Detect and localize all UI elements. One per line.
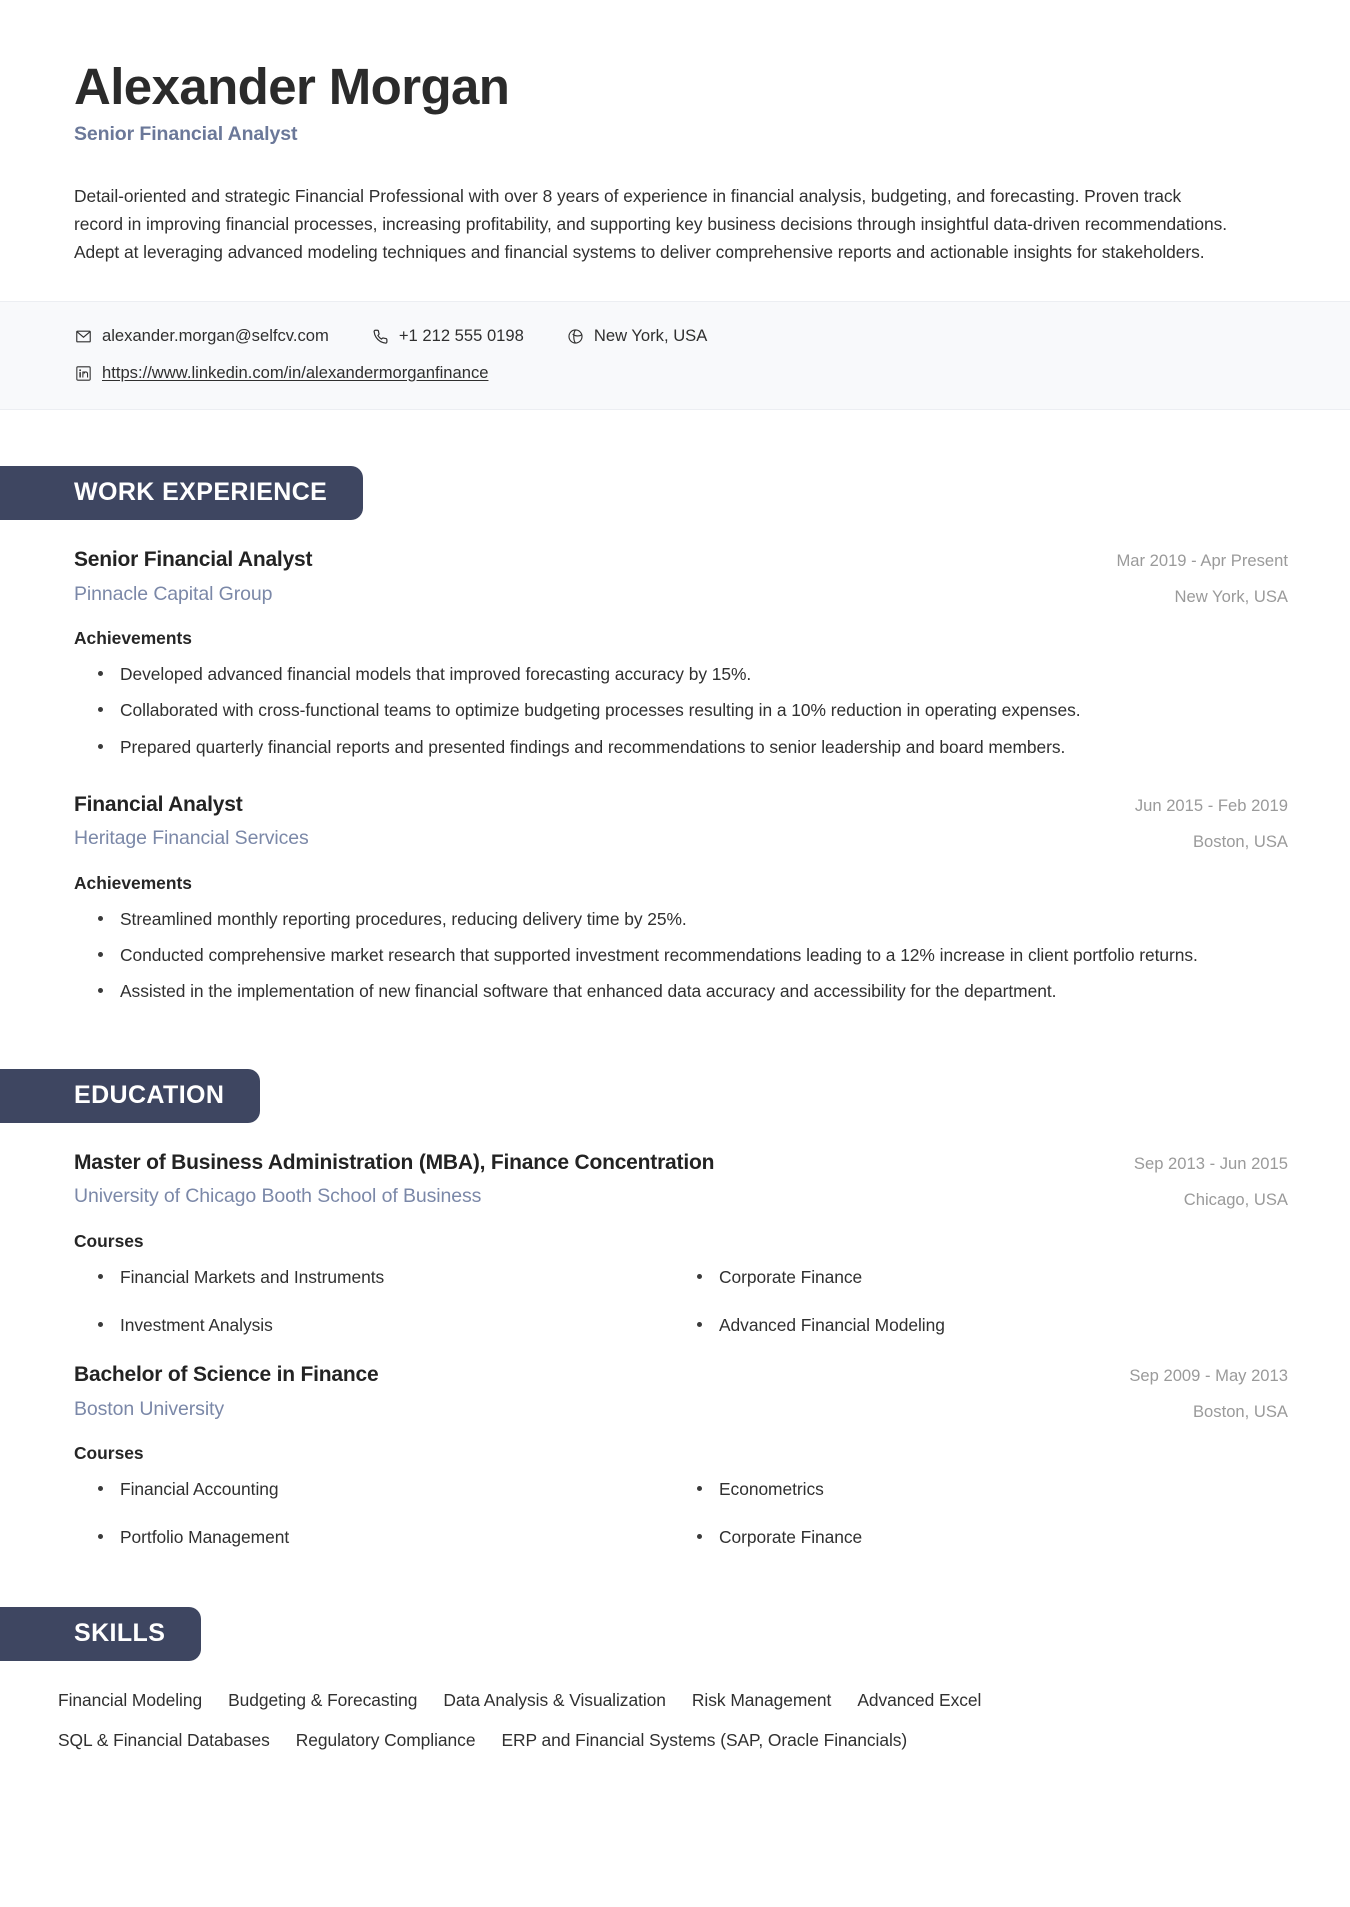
work-entry-role: Financial Analyst bbox=[74, 792, 243, 816]
education-entry-header bbox=[74, 1361, 1288, 1423]
contact-linkedin-text[interactable]: https://www.linkedin.com/in/alexandermorganfinance bbox=[102, 362, 489, 382]
work-entry-achievements-list bbox=[74, 905, 1288, 1006]
work-entry-identity bbox=[74, 791, 309, 852]
contact-row-primary bbox=[74, 324, 1276, 349]
work-entry-achievements-label: Achievements bbox=[74, 628, 192, 649]
education-entry-courses-label: Courses bbox=[74, 1230, 144, 1251]
education-entry-degree: Master of Business Administration (MBA), Finance Concentration bbox=[74, 1151, 715, 1175]
list-item: Collaborated with cross-functional teams to optimize budgeting processes resulting in a 10% reduction in operating expenses. bbox=[120, 696, 1288, 724]
education-entry-meta bbox=[1134, 1149, 1288, 1211]
list-item: Corporate Finance bbox=[719, 1523, 1288, 1551]
list-item: Streamlined monthly reporting procedures, reducing delivery time by 25%. bbox=[120, 905, 1288, 933]
education-entry-date: Sep 2013 - Jun 2015 bbox=[1133, 1154, 1288, 1174]
skill-item: Financial Modeling bbox=[58, 1690, 203, 1711]
skill-item: ERP and Financial Systems (SAP, Oracle Financials) bbox=[501, 1730, 908, 1751]
education-entry-header bbox=[74, 1149, 1288, 1211]
linkedin-icon bbox=[74, 364, 93, 383]
contact-phone-text: +1 212 555 0198 bbox=[398, 325, 524, 345]
work-entry-company: Heritage Financial Services bbox=[74, 827, 309, 850]
contact-row-secondary bbox=[74, 361, 1276, 386]
education-entry bbox=[74, 1123, 1288, 1339]
education-entry-courses-list bbox=[74, 1263, 1288, 1339]
work-entry-header bbox=[74, 546, 1288, 608]
education-entry-meta bbox=[1129, 1361, 1288, 1423]
education-entry-location: Boston, USA bbox=[1192, 1402, 1288, 1422]
header-job-title: Senior Financial Analyst bbox=[74, 123, 298, 146]
contact-phone[interactable] bbox=[371, 324, 524, 349]
list-item: Financial Accounting bbox=[120, 1475, 689, 1503]
list-item: Advanced Financial Modeling bbox=[719, 1311, 1288, 1339]
list-item: Financial Markets and Instruments bbox=[120, 1263, 689, 1291]
education-entry-courses-list bbox=[74, 1475, 1288, 1551]
work-entry-location: Boston, USA bbox=[1192, 831, 1288, 851]
work-entry-location: New York, USA bbox=[1174, 587, 1288, 607]
list-item: Corporate Finance bbox=[719, 1263, 1288, 1291]
work-entry-achievements-list bbox=[74, 660, 1288, 761]
skill-item: SQL & Financial Databases bbox=[58, 1730, 270, 1751]
list-item: Econometrics bbox=[719, 1475, 1288, 1503]
work-entry-role: Senior Financial Analyst bbox=[74, 548, 313, 572]
work-entry-date: Mar 2019 - Apr Present bbox=[1116, 551, 1288, 571]
work-entry-header bbox=[74, 791, 1288, 853]
list-item: Conducted comprehensive market research that supported investment recommendations leading to a 12% increase in client portfolio returns. bbox=[120, 941, 1288, 969]
spacer bbox=[0, 1551, 1350, 1607]
education-entry-identity bbox=[74, 1149, 714, 1210]
section-header-education: EDUCATION bbox=[0, 1069, 260, 1123]
list-item: Assisted in the implementation of new financial software that enhanced data accuracy and accessibility for the department. bbox=[120, 977, 1288, 1005]
work-entries bbox=[0, 520, 1350, 1005]
contact-location-text: New York, USA bbox=[593, 325, 708, 345]
work-entry-meta bbox=[1135, 791, 1288, 853]
skill-item: Risk Management bbox=[691, 1690, 832, 1711]
section-skills bbox=[0, 1607, 1350, 1755]
work-entry-identity bbox=[74, 546, 312, 607]
list-item: Prepared quarterly financial reports and presented findings and recommendations to senior leadership and board members. bbox=[120, 733, 1288, 761]
contact-linkedin[interactable] bbox=[74, 361, 488, 386]
education-entry bbox=[74, 1339, 1288, 1551]
globe-icon bbox=[566, 327, 585, 346]
contact-email[interactable] bbox=[74, 324, 329, 349]
education-entry-identity bbox=[74, 1361, 378, 1422]
work-entry bbox=[74, 769, 1288, 1005]
section-header-skills: SKILLS bbox=[0, 1607, 201, 1661]
skills-list bbox=[0, 1661, 1200, 1755]
list-item: Portfolio Management bbox=[120, 1523, 689, 1551]
list-item: Developed advanced financial models that improved forecasting accuracy by 15%. bbox=[120, 660, 1288, 688]
work-entry-meta bbox=[1116, 546, 1288, 608]
phone-icon bbox=[371, 327, 390, 346]
spacer bbox=[0, 410, 1350, 466]
skill-item: Budgeting & Forecasting bbox=[228, 1690, 418, 1711]
contact-location[interactable] bbox=[566, 324, 707, 349]
skill-item: Advanced Excel bbox=[857, 1690, 982, 1711]
education-entry-courses-label: Courses bbox=[74, 1443, 144, 1464]
list-item: Investment Analysis bbox=[120, 1311, 689, 1339]
work-entry-company: Pinnacle Capital Group bbox=[74, 582, 273, 605]
work-entry-date: Jun 2015 - Feb 2019 bbox=[1134, 795, 1288, 815]
education-entry-location: Chicago, USA bbox=[1183, 1190, 1288, 1210]
contact-email-text: alexander.morgan@selfcv.com bbox=[102, 325, 329, 345]
spacer bbox=[0, 1013, 1350, 1069]
page-title: Alexander Morgan bbox=[74, 58, 510, 115]
skill-item: Data Analysis & Visualization bbox=[443, 1690, 666, 1711]
resume-header bbox=[0, 0, 1350, 301]
work-entry-achievements-label: Achievements bbox=[74, 872, 192, 893]
section-header-work: WORK EXPERIENCE bbox=[0, 466, 363, 520]
skill-item: Regulatory Compliance bbox=[295, 1730, 476, 1751]
section-education bbox=[0, 1069, 1350, 1551]
education-entry-school: Boston University bbox=[74, 1397, 225, 1420]
education-entry-date: Sep 2009 - May 2013 bbox=[1129, 1366, 1288, 1386]
section-work-experience bbox=[0, 466, 1350, 1005]
education-entry-school: University of Chicago Booth School of Business bbox=[74, 1185, 482, 1208]
contact-band bbox=[0, 301, 1350, 411]
education-entry-degree: Bachelor of Science in Finance bbox=[74, 1363, 379, 1387]
professional-summary: Detail-oriented and strategic Financial Professional with over 8 years of experience in financial analysis, budgeting, and forecasting. Proven track record in improving financial processes, increasing profitability, and supporting key business decisions through insightful data-driven recommendations. Adept at leveraging advanced modeling techniques and financial systems to deliver comprehensive reports and actionable insights for stakeholders. bbox=[74, 186, 1228, 263]
education-entries bbox=[0, 1123, 1350, 1551]
work-entry bbox=[74, 520, 1288, 760]
envelope-icon bbox=[74, 327, 93, 346]
